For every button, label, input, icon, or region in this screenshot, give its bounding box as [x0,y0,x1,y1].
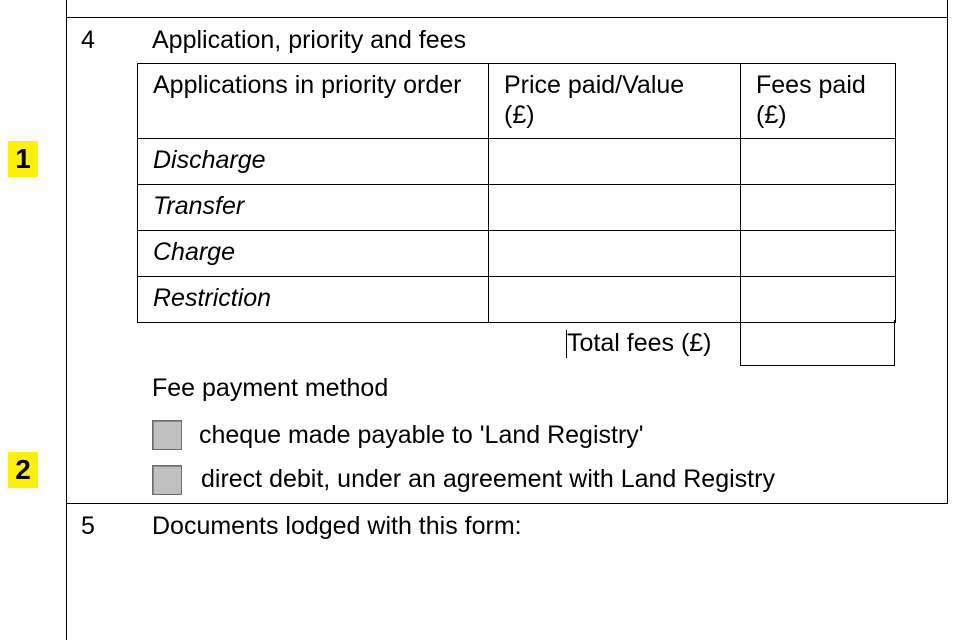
fee-field[interactable] [741,139,896,185]
application-cell: Charge [138,231,489,277]
margin-marker-1: 1 [8,141,38,177]
fee-payment-heading: Fee payment method [152,374,389,402]
table-header-row [138,64,896,139]
section5-top-divider [66,503,948,504]
application-cell: Restriction [138,277,489,323]
application-cell: Discharge [138,139,489,185]
value-field[interactable] [489,185,741,231]
header-price-paid: Price paid/Value (£) [489,64,741,139]
direct-debit-checkbox[interactable] [152,465,182,495]
direct-debit-option-label: direct debit, under an agreement with Land Registry [201,465,775,493]
margin-marker-2: 2 [8,452,38,488]
right-border [947,0,948,503]
cheque-checkbox[interactable] [152,420,182,450]
fee-field[interactable] [741,277,896,323]
section5-number: 5 [81,512,95,540]
section5-title: Documents lodged with this form: [152,512,522,540]
value-field[interactable] [489,231,741,277]
value-field[interactable] [489,277,741,323]
section4-title: Application, priority and fees [152,26,467,54]
fee-field[interactable] [741,185,896,231]
total-fees-label: Total fees (£) [567,329,712,357]
table-row [138,277,896,323]
fees-table [137,63,896,323]
value-field[interactable] [489,139,741,185]
table-row [138,139,896,185]
cheque-option-label: cheque made payable to 'Land Registry' [199,421,644,449]
fee-field[interactable] [741,231,896,277]
table-row [138,185,896,231]
application-cell: Transfer [138,185,489,231]
header-applications: Applications in priority order [138,64,489,139]
table-row [138,231,896,277]
section4-top-divider [66,17,948,18]
section4-number: 4 [81,26,95,54]
left-border [66,0,67,640]
header-fees-paid: Fees paid (£) [741,64,896,139]
total-fees-field[interactable] [740,320,895,366]
